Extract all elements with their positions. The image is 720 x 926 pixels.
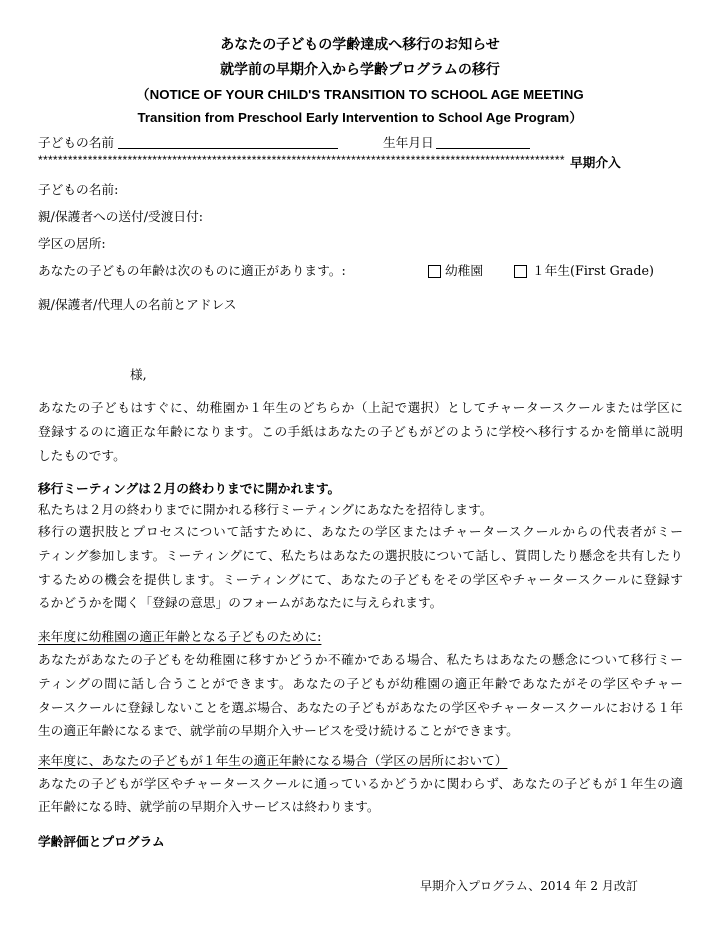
separator-stars: ********************************************************************************************************** (38, 153, 565, 167)
child-name-label: 子どもの名前: (38, 182, 119, 197)
section-heading-kindergarten: 来年度に幼稚園の適正年齢となる子どものために: (38, 629, 322, 644)
child-name-header-blank[interactable] (118, 134, 338, 149)
kindergarten-option-label: 幼稚園 (445, 263, 484, 278)
title-japanese-line-2: 就学前の早期介入から学齢プログラムの移行 (220, 62, 500, 78)
kindergarten-checkbox[interactable] (428, 265, 441, 278)
section-heading-first-grade: 来年度に、あなたの子どもが１年生の適正年齢になる場合（学区の居所において） (38, 753, 508, 768)
section-line: ティングの間に話し合うことができます。あなたの子どもが幼稚園の適正年齢であなたがその学区やチャー (38, 676, 683, 691)
intro-line: したものです。 (38, 448, 126, 463)
first-grade-option-label: １年生(First Grade) (532, 263, 654, 278)
title-english-line-1: （NOTICE OF YOUR CHILD'S TRANSITION TO SCHOOL AGE MEETING (136, 87, 584, 102)
section-line: タースクールに登録しないことを選ぶ場合、あなたの子どもがあなたの学区やチャータースクールにおける１年 (38, 700, 683, 715)
early-intervention-label: 早期介入 (570, 155, 621, 170)
birth-date-blank[interactable] (436, 134, 530, 149)
section-line: あなたの子どもが学区やチャータースクールに通っているかどうかに関わらず、あなたの子どもが１年生の適 (38, 776, 683, 791)
child-name-header-label: 子どもの名前 (38, 135, 115, 150)
section-line: あなたがあなたの子どもを幼稚園に移すかどうか不確かである場合、私たちはあなたの懸念について移行ミー (38, 652, 683, 667)
intro-line: あなたの子どもはすぐに、幼稚園か１年生のどちらか（上記で選択）としてチャータースクールまたは学区に (38, 400, 683, 415)
first-grade-checkbox[interactable] (514, 265, 527, 278)
section-line: ティング参加します。ミーティングにて、私たちはあなたの選択肢について話し、質問したり懸念を共有したり (38, 548, 683, 563)
title-japanese-line-1: あなたの子どもの学齢達成へ移行のお知らせ (220, 37, 500, 53)
salutation: 様, (130, 367, 147, 382)
section-line: るかどうかを聞く「登録の意思」のフォームがあなたに与えられます。 (38, 595, 443, 610)
section-line: 正年齢になる時、就学前の早期介入サービスは終わります。 (38, 799, 380, 814)
section-line: 生の適正年齢になるまで、就学前の早期介入サービスを受け続けることができます。 (38, 723, 519, 738)
section-line: するための機会を提供します。ミーティングにて、あなたの子どもをその学区やチャータースクールに登録す (38, 572, 683, 587)
revision-footer: 早期介入プログラム、2014 年 2 月改訂 (420, 879, 638, 893)
school-district-label: 学区の居所: (38, 236, 106, 251)
eligibility-label: あなたの子どもの年齢は次のものに適正があります。: (38, 263, 346, 278)
sent-date-label: 親/保護者への送付/受渡日付: (38, 209, 204, 224)
section-line: 移行の選択肢とプロセスについて話すために、あなたの学区またはチャータースクールからの代表者がミー (38, 524, 683, 539)
birth-date-label: 生年月日 (383, 135, 434, 150)
section-heading-meeting: 移行ミーティングは２月の終わりまでに開かれます。 (38, 481, 341, 496)
parent-name-address-label: 親/保護者/代理人の名前とアドレス (38, 297, 237, 312)
intro-line: 登録するのに適正な年齢になります。この手紙はあなたの子どもがどのように学校へ移行するかを簡単に説明 (38, 424, 683, 439)
title-english-line-2: Transition from Preschool Early Intervention to School Age Program） (137, 110, 583, 125)
assessment-heading: 学齢評価とプログラム (38, 834, 165, 849)
section-line: 私たちは２月の終わりまでに開かれる移行ミーティングにあなたを招待します。 (38, 502, 493, 517)
